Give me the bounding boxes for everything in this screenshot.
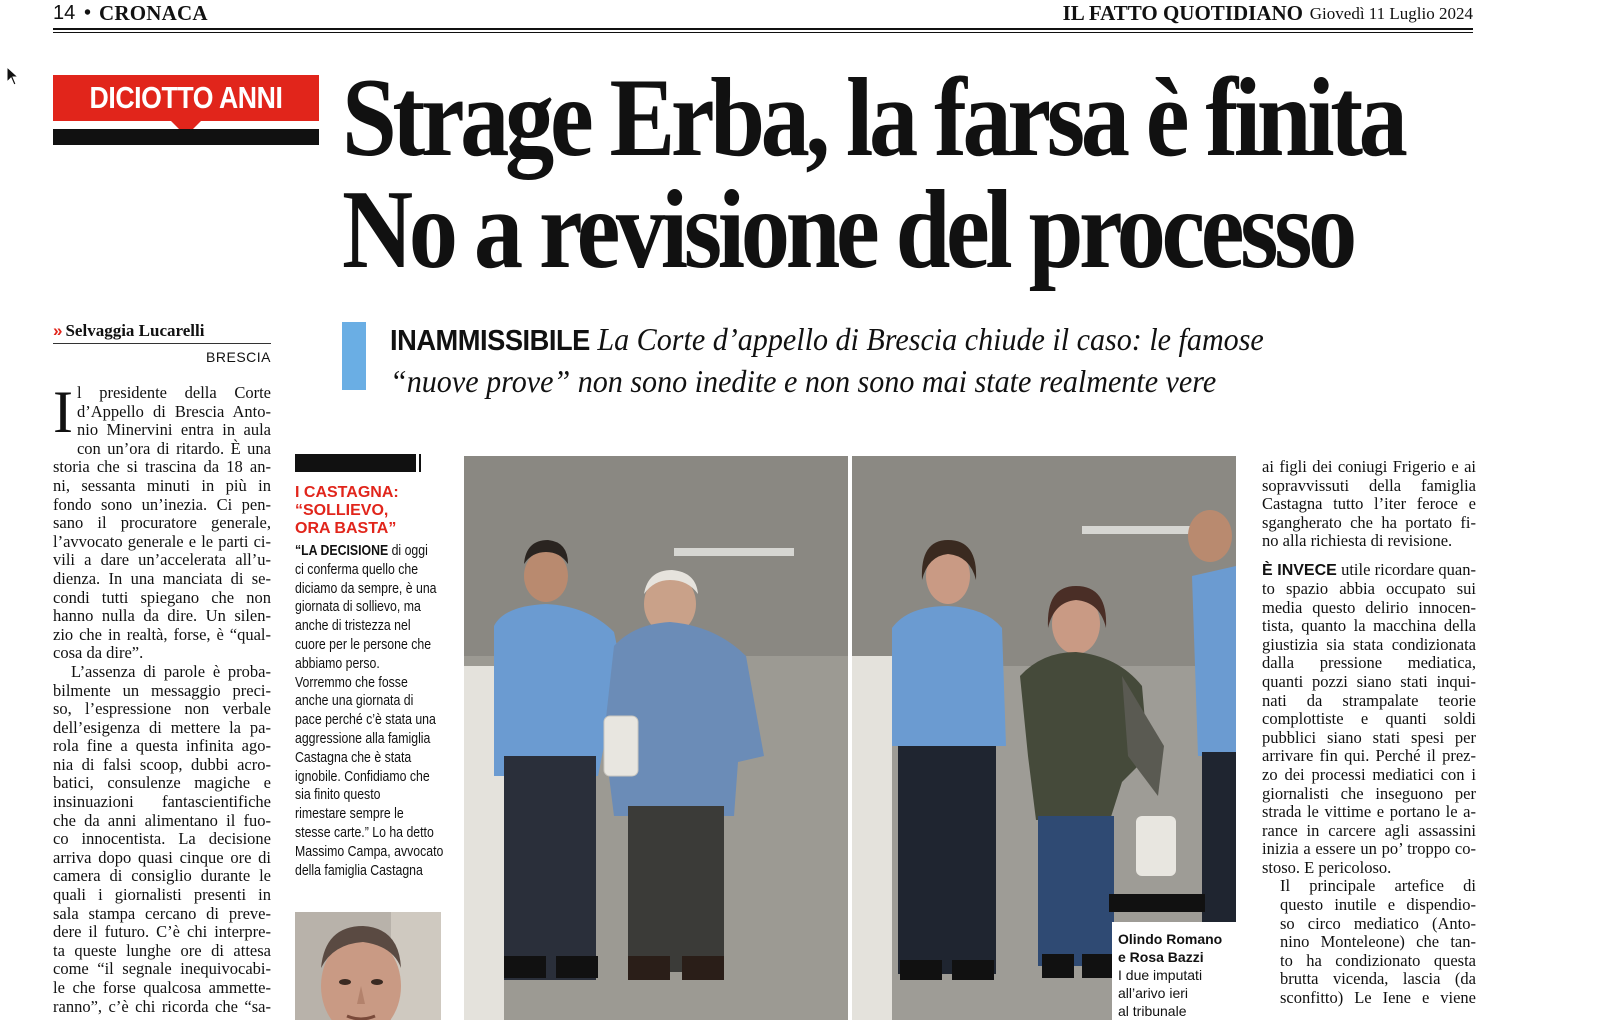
text-line: vili a dare un’accelerata all’u- [53,550,271,570]
text-line: nio Minervini entra in aula [76,420,271,440]
sidebar-body-line: Vorremmo che fosse [295,673,408,691]
sidebar-lead-word: “LA DECISIONE [295,542,389,559]
text-line: strada le vittime e portano le a- [1262,802,1476,822]
sidebar-body-line: Castagna che è stata [295,748,412,766]
sidebar-photo-portrait [295,912,441,1020]
text-line: arrivare fin qui. Perché il prez- [1262,746,1476,766]
text-line: questo inutile e dispendio- [1280,895,1476,915]
sidebar-top-bar [295,454,417,472]
sidebar-body-line: anche una giornata di [295,692,414,710]
subtitle-accent-bar [342,322,366,390]
sidebar-body-line: giornata di sollievo, ma [295,598,421,616]
text-line: so, l’espressione non verbale [53,699,271,719]
text-line: zio che in realtà, forse, è “qual- [53,624,271,644]
text-line: rola fine a questa infinita ago- [53,736,271,756]
separator-dot: • [84,2,92,24]
mouse-cursor-icon [6,66,20,86]
text-line: co innocentista. La decisione [53,829,271,849]
author-name: Selvaggia Lucarelli [65,321,205,340]
author-row [53,321,271,344]
text-line: con un’ora di ritardo. È una [76,438,271,458]
newspaper-name: IL FATTO QUOTIDIANO [1062,1,1303,25]
text-line: sgangherato che ha portato fi- [1262,512,1476,532]
sidebar-body-line: della famiglia Castagna [295,861,423,879]
portrait-image [295,912,441,1020]
article-column-1 [53,379,271,1016]
text-line: complottiste e quanti soldi [1262,709,1476,729]
text-line: pubblici siano stati spesi per [1262,727,1476,747]
text-line: come “il segnale inequivocabi- [53,959,271,979]
sidebar-body-line: aggressione alla famiglia [295,729,431,747]
text-line: ta queste lunghe ore di attesa [53,940,271,960]
text-line: stoso. E pericoloso. [1262,857,1392,877]
sidebar-bar-tick [419,454,421,472]
sidebar-heading-line: “SOLLIEVO, [295,502,389,519]
kicker-black-band [53,129,319,145]
issue-date: Giovedì 11 Luglio 2024 [1309,4,1473,23]
sidebar-body-line: stesse carte.” Lo ha detto [295,823,434,841]
section-name: CRONACA [99,1,208,25]
headline-line-1: Strage Erba, la farsa è finita [342,56,1404,180]
sidebar-body-text: di oggi [388,542,428,559]
text-line: nino Monteleone) che tan- [1280,932,1476,952]
kicker-label [53,75,319,148]
photo-1-image [464,456,848,1020]
text-line: brutta vicenda, lascia (da [1280,969,1476,989]
sidebar-heading-line: I CASTAGNA: [295,484,399,501]
text-line: cosa da dire”. [53,643,144,663]
caption-top-bar [1109,894,1205,912]
sidebar-body-line: abbiamo perso. [295,654,380,672]
subtitle-keyword: INAMMISSIBILE [390,325,590,357]
subtitle-line-1 [390,318,1386,360]
text-line: media questo delirio innocen- [1262,597,1476,617]
header-rule-thin [53,32,1473,33]
caption-body-line: al tribunale [1118,1003,1187,1019]
sidebar-box [295,454,443,880]
sidebar-bar-gap [416,454,418,472]
text-line: nia di falsi scoop, dubbi acro- [53,754,271,774]
text-line: l presidente della Corte [76,383,271,402]
text-line: sopravvissuti della famiglia [1262,475,1476,495]
subtitle-line-2: “nuove prove” non sono inedite e non sono mai state realmente vere [390,363,1217,399]
text-line: hanno nulla da dire. Un silen- [53,606,271,626]
headline-line-2: No a revisione del processo [342,168,1353,292]
subtitle-text-1: La Corte d’appello di Brescia chiude il caso: le famose [597,321,1264,357]
text-line: sconfitto) Le Iene e viene [1280,988,1476,1008]
text-line: dalla pressione mediatica, [1262,653,1476,673]
text-line: fondo sono un’inezia. Ci pen- [53,494,271,514]
caption-body-line: all’arivo ieri [1118,985,1189,1001]
run-in-keyword: È INVECE [1262,561,1337,579]
page-number: 14 [53,2,76,24]
sidebar-top-bar-wrap [295,454,443,472]
text-line: dienza. In una manciata di se- [53,568,271,588]
text-line: zo dei processi mediatici con i [1262,764,1476,784]
text-line: storia che si trascina da 18 an- [53,457,271,477]
article-column-3 [1262,458,1476,1008]
text-line: che da anni alimentano il fuo- [53,810,271,830]
header-rule [53,28,1473,30]
text-line: giornalisti che inseguono per [1262,783,1476,803]
text-line: ni, sessanta minuti in più in [53,475,271,495]
sidebar-body-line: diciamo da sempre, è una [295,579,437,597]
text-line: so circo mediatico (Anto- [1280,913,1476,933]
page-header [53,0,1473,34]
sidebar-body-line: Massimo Campa, avvocato [295,842,444,860]
sidebar-body-line: pace perché c’è stata una [295,711,436,729]
text-line: quanti pozzi siano stati inqui- [1262,671,1476,691]
text-line: dere il futuro. C’è chi interpre- [53,922,271,942]
text-line: condi tutti spiegano che non [53,587,271,607]
byline [53,321,271,365]
text-line: ranno”, c’è chi ricorda che “sa- [53,996,271,1016]
caption-title-line: Olindo Romano [1118,931,1223,947]
headline [342,56,1442,292]
sidebar-body-line: ignobile. Confidiamo che [295,767,430,785]
text-line: to ha condizionato questa [1280,950,1476,970]
sidebar-body-line: sia finito questo [295,786,381,804]
text-line: batici, consulenze magiche e [53,773,271,793]
drop-cap: I [53,379,73,445]
text-line: giustizia sia stata condizionata [1262,634,1476,654]
sidebar-body [295,542,443,880]
sidebar-heading [295,484,443,538]
text-line: dell’esigenza di mettere la pa- [53,717,271,737]
text-line: nati da strampalate teorie [1262,690,1476,710]
text-line: arriva dopo quasi cinque ore di [53,847,271,867]
kicker-text: DICIOTTO ANNI [89,80,283,115]
text-line: insinuazioni fantascientifiche [53,792,271,812]
column-1-text [53,379,271,1016]
text-line: l’avvocato generale e le parti ci- [53,531,271,551]
text-line: le che forse qualcosa ammette- [53,978,271,997]
sidebar-heading-line: ORA BASTA” [295,520,397,537]
text-line: Il principale artefice di [1280,876,1476,896]
text-line: quali i giornalisti presenti in [53,885,271,905]
text-line-rest: utile ricordare quan- [1336,559,1476,579]
sidebar-body-line [295,542,443,561]
dateline-location: BRESCIA [206,349,271,365]
text-line: d’Appello di Brescia Anto- [76,401,271,421]
text-line: Castagna tutto l’iter feroce e [1262,494,1476,514]
text-line: camera di consiglio durante le [53,866,271,886]
photo-caption [1112,922,1250,1020]
chevron-right-icon: » [53,321,63,340]
text-line: rance in carcere agli assassini [1262,820,1476,840]
text-line: inizia a essere un po’ troppo co- [1262,839,1476,859]
caption-box [1112,922,1250,1020]
text-line: sano il procuratore generale, [53,513,271,533]
caption-title-line: e Rosa Bazzi [1118,949,1204,965]
text-line: bilmente un messaggio preci- [53,680,271,700]
text-line: tista, quanto la macchina della [1262,616,1476,636]
subtitle [390,318,1450,402]
caption-body-line: I due imputati [1118,967,1203,983]
sidebar-body-line: ci conferma quello che [295,560,419,578]
sidebar-body-line: anche di tristezza nel [295,617,411,635]
text-line [1262,561,1476,580]
photo-olindo-romano [464,456,848,1020]
text-line: ai figli dei coniugi Frigerio e ai [1262,457,1476,476]
sidebar-body-line: cuore per le persone che [295,635,432,653]
text-line: sala stampa cercano di preve- [53,903,271,923]
text-line: no alla richiesta di revisione. [1262,531,1453,551]
text-line: L’assenza di parole è proba- [71,661,271,681]
sidebar-body-line: rimestare sempre le [295,805,404,823]
kicker-red-band [53,75,319,121]
text-line: to spazio abbia occupato sui [1262,578,1476,598]
